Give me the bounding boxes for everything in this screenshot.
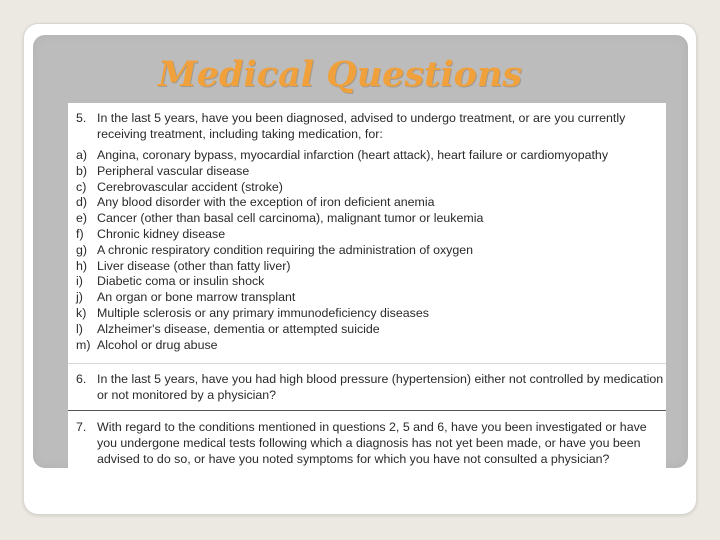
slide-title: Medical Questions <box>158 54 523 95</box>
list-item <box>76 306 666 322</box>
questionnaire-document <box>68 103 666 468</box>
list-item <box>76 290 666 306</box>
list-item <box>76 274 666 290</box>
option-text: Peripheral vascular disease <box>97 163 250 178</box>
option-text: An organ or bone marrow transplant <box>97 290 296 305</box>
question-6 <box>68 371 666 403</box>
list-item <box>76 227 666 243</box>
option-text: Chronic kidney disease <box>97 226 226 241</box>
option-text: Alcohol or drug abuse <box>97 337 218 352</box>
list-item <box>76 195 666 211</box>
divider <box>68 410 666 411</box>
divider <box>68 363 666 364</box>
question-number: 5. <box>76 111 87 125</box>
option-letter: d) <box>76 195 88 210</box>
option-text: Angina, coronary bypass, myocardial infarction (heart attack), heart failure or cardiomyopathy <box>97 148 609 162</box>
option-text: Cerebrovascular accident (stroke) <box>97 179 283 194</box>
option-letter: i) <box>76 274 83 289</box>
list-item <box>76 211 666 227</box>
question-text: In the last 5 years, have you been diagnosed, advised to undergo treatment, or are you currently receiving treatment, including taking medication, for: <box>97 111 626 141</box>
question-text: In the last 5 years, have you had high blood pressure (hypertension) either not controlled by medication or not monitored by a physician? <box>97 372 664 402</box>
option-text: Any blood disorder with the exception of iron deficient anemia <box>97 195 435 210</box>
list-item <box>76 164 666 180</box>
option-letter: a) <box>76 148 88 162</box>
option-text: Multiple sclerosis or any primary immunodeficiency diseases <box>97 305 429 320</box>
option-text: Cancer (other than basal cell carcinoma), malignant tumor or leukemia <box>97 211 484 226</box>
list-item <box>76 243 666 259</box>
option-letter: k) <box>76 305 87 320</box>
question-text: With regard to the conditions mentioned in questions 2, 5 and 6, have you been investigated or have you undergone medical tests following which a diagnosis has not yet been made, or have you been advised to do so, or have you noted symptoms for which you have not consulted a physician? <box>97 420 647 466</box>
option-text: Alzheimer's disease, dementia or attempted suicide <box>97 321 380 336</box>
question-number: 7. <box>76 420 87 434</box>
option-letter: l) <box>76 321 83 336</box>
option-letter: f) <box>76 226 84 241</box>
option-letter: h) <box>76 258 88 273</box>
list-item <box>76 322 666 338</box>
option-letter: g) <box>76 242 88 257</box>
option-letter: c) <box>76 179 87 194</box>
option-letter: j) <box>76 290 83 305</box>
question-5 <box>68 110 666 353</box>
condition-list <box>76 148 666 353</box>
option-letter: e) <box>76 211 88 226</box>
option-letter: b) <box>76 163 88 178</box>
option-letter: m) <box>76 337 91 352</box>
list-item <box>76 259 666 275</box>
question-7 <box>68 419 666 467</box>
option-text: A chronic respiratory condition requiring the administration of oxygen <box>97 242 474 257</box>
option-text: Liver disease (other than fatty liver) <box>97 258 291 273</box>
list-item <box>76 148 666 164</box>
list-item <box>76 338 666 354</box>
question-number: 6. <box>76 372 87 386</box>
list-item <box>76 180 666 196</box>
option-text: Diabetic coma or insulin shock <box>97 274 265 289</box>
